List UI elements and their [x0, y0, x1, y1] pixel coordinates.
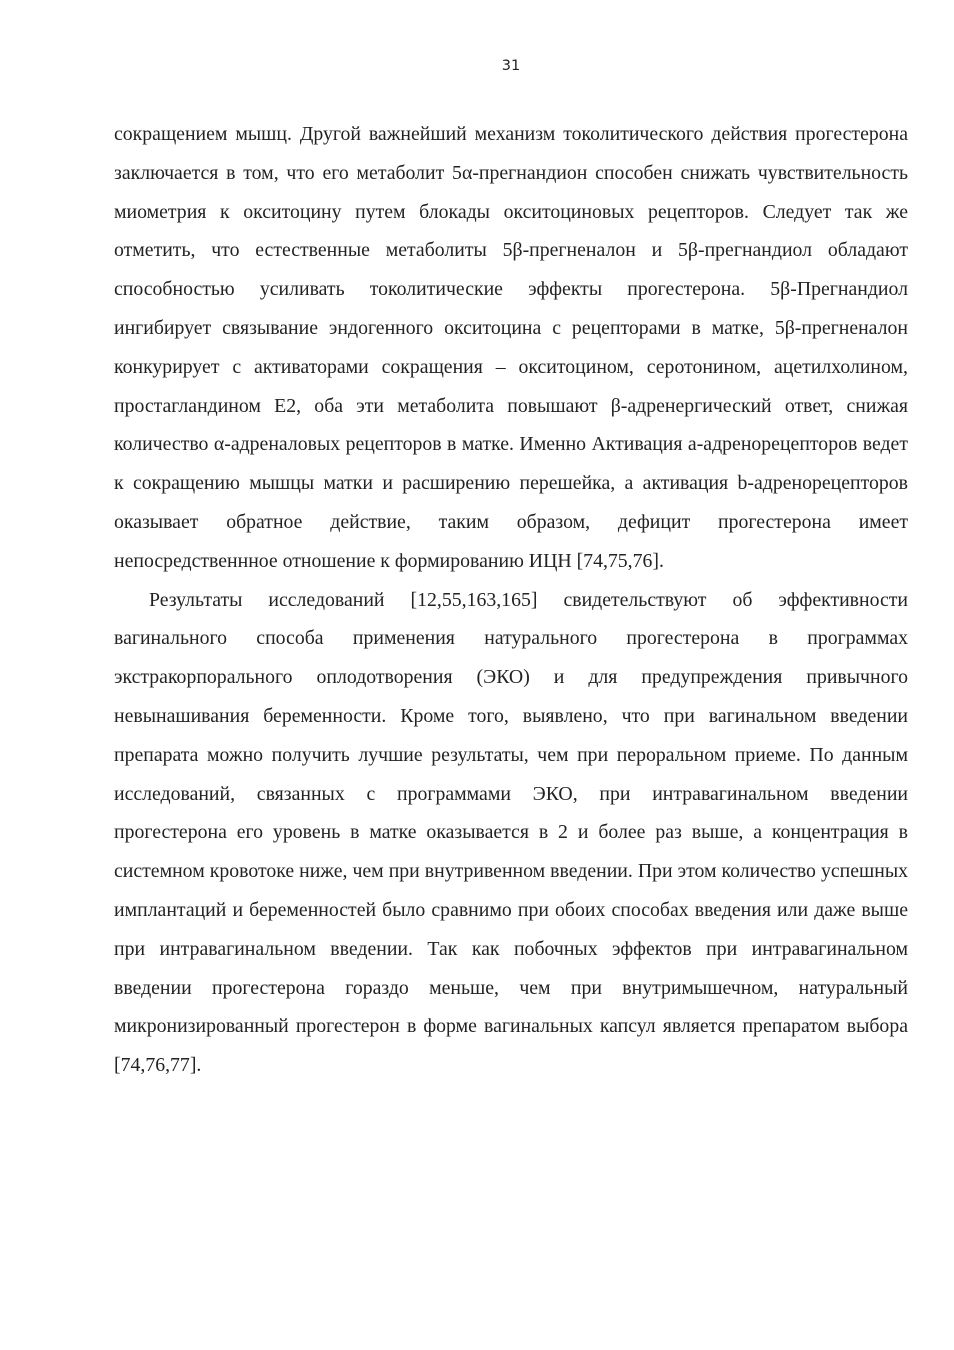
- paragraph-continuation: сокращением мышц. Другой важнейший механизм токолитического действия прогестерона заключается в том, что его метаболит 5α-прегнандион способен снижать чувствительность миометрия к окситоцину путем блокады окситоциновых рецепторов. Следует так же отметить, что естественные метаболиты 5β-прегненалон и 5β-прегнандиол обладают способностью усиливать токолитические эффекты прогестерона. 5β-Прегнандиол ингибирует связывание эндогенного окситоцина с рецепторами в матке, 5β-прегненалон конкурирует с активаторами сокращения – окситоцином, серотонином, ацетилхолином, простагландином E2, оба эти метаболита повышают β-адренергический ответ, снижая количество α-адреналовых рецепторов в матке. Именно Активация a-адренорецепторов ведет к сокращению мышцы матки и расширению перешейка, а активация b-адренорецепторов оказывает обратное действие, таким образом, дефицит прогестерона имеет непосредственнное отношение к формированию ИЦН [74,75,76].: [114, 123, 908, 572]
- body-text: [114, 115, 908, 1085]
- page-number: 31: [501, 58, 521, 74]
- paragraph: Результаты исследований [12,55,163,165] свидетельствуют об эффективности вагинального способа применения натурального прогестерона в программах экстракорпорального оплодотворения (ЭКО) и для предупреждения привычного невынашивания беременности. Кроме того, выявлено, что при вагинальном введении препарата можно получить лучшие результаты, чем при пероральном приеме. По данным исследований, связанных с программами ЭКО, при интравагинальном введении прогестерона его уровень в матке оказывается в 2 и более раз выше, а концентрация в системном кровотоке ниже, чем при внутривенном введении. При этом количество успешных имплантаций и беременностей было сравнимо при обоих способах введения или даже выше при интравагинальном введении. Так как побочных эффектов при интравагинальном введении прогестерона гораздо меньше, чем при внутримышечном, натуральный микронизированный прогестерон в форме вагинальных капсул является препаратом выбора [74,76,77].: [114, 588, 908, 1077]
